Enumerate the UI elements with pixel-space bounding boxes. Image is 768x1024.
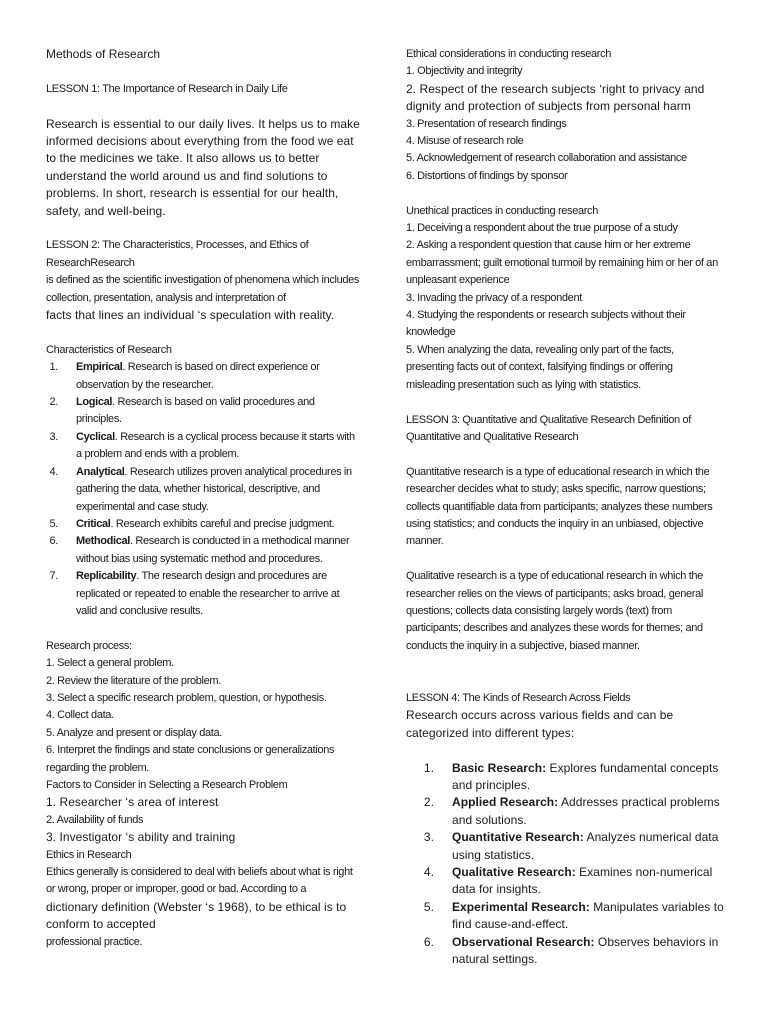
qualitative-definition: Qualitative research is a type of educational research in which the researcher relies on the views of participants; asks broad, general questions; collects data consisting largely words (text) from participants; describes and analyzes these words for themes; and conducts the inquiry in a subjective, biased manner.	[406, 570, 703, 652]
list-item: 4. Qualitative Research: Examines non-numerical data for insights.	[423, 864, 713, 897]
list-item: 1. Basic Research: Explores fundamental concepts and principles.	[423, 760, 719, 792]
list-item: 3. Presentation of research findings	[406, 117, 567, 130]
list-item: 2. Asking a respondent question that cause him or her extreme embarrassment; guilt emotional turmoil by remaining him or her of an unpleasant experience	[406, 239, 718, 287]
unethical-heading: Unethical practices in conducting research	[406, 204, 598, 217]
list-item: 5. Experimental Research: Manipulates variables to find cause-and-effect.	[423, 899, 724, 932]
lesson2-definition-b: facts that lines an individual ‘s speculation with reality.	[46, 308, 335, 323]
characteristics-heading: Characteristics of Research	[46, 343, 172, 356]
list-item: 4. Studying the respondents or research subjects without their knowledge	[406, 309, 686, 339]
lesson2-definition-a: is defined as the scientific investigation of phenomena which includes collection, presentation, analysis and interpretation of	[46, 274, 360, 304]
list-item: 2. Logical. Research is based on valid procedures and principles.	[49, 396, 315, 426]
list-item: 2. Applied Research: Addresses practical problems and solutions.	[423, 795, 720, 827]
factors-heading: Factors to Consider in Selecting a Research Problem	[46, 778, 288, 791]
list-item: 2. Review the literature of the problem.	[46, 674, 221, 687]
lesson4-intro: Research occurs across various fields and can be categorized into different types:	[406, 708, 674, 740]
lesson4-heading: LESSON 4: The Kinds of Research Across Fields	[406, 691, 631, 704]
left-column	[46, 46, 361, 951]
list-item: 1. Objectivity and integrity	[406, 65, 523, 78]
list-item: 3. Quantitative Research: Analyzes numerical data using statistics.	[423, 830, 719, 862]
lesson1-heading: LESSON 1: The Importance of Research in Daily Life	[46, 82, 288, 95]
list-item: 5. When analyzing the data, revealing only part of the facts, presenting facts out of context, falsifying findings or offering misleading presentation such as lying with statistics.	[406, 343, 674, 391]
list-item: 3. Investigator ‘s ability and training	[46, 830, 236, 845]
list-item: 3. Invading the privacy of a respondent	[406, 291, 582, 304]
lesson1-body: Research is essential to our daily lives. It helps us to make informed decisions about everything from the food we eat to the medicines we take. It also allows us to better understand the world around us and find solutions to problems. In short, research is essential for our health, safety, and well-being.	[46, 116, 360, 218]
ethics-body-a: Ethics generally is considered to deal with beliefs about what is right or wrong, proper or improper, good or bad. According to a	[46, 866, 353, 896]
ethical-heading: Ethical considerations in conducting research	[406, 48, 611, 60]
list-item: 3. Select a specific research problem, question, or hypothesis.	[46, 691, 327, 704]
list-item: 2. Availability of funds	[46, 813, 144, 826]
quantitative-definition: Quantitative research is a type of educational research in which the researcher decides what to study; asks specific, narrow questions; collects quantifiable data from participants; analyzes these numbers using statistics; and conducts the inquiry in an unbiased, objective manner.	[406, 465, 713, 548]
ethics-heading: Ethics in Research	[46, 848, 132, 861]
list-item: 3. Cyclical. Research is a cyclical process because it starts with a problem and ends with a problem.	[49, 430, 355, 461]
lesson2-heading: LESSON 2: The Characteristics, Processes, and Ethics of ResearchResearch	[46, 239, 309, 269]
ethics-body-c: professional practice.	[46, 935, 143, 948]
list-item: 5. Acknowledgement of research collaboration and assistance	[406, 152, 687, 165]
list-item: 5. Critical. Research exhibits careful and precise judgment.	[49, 517, 335, 530]
characteristics-list	[46, 359, 361, 620]
list-item: 6. Observational Research: Observes behaviors in natural settings.	[423, 934, 719, 967]
list-item: 1. Researcher ‘s area of interest	[46, 795, 219, 810]
list-item: 6. Interpret the findings and state conclusions or generalizations regarding the problem.	[46, 744, 335, 774]
list-item: 6. Distortions of findings by sponsor	[406, 169, 568, 182]
right-column	[406, 46, 724, 968]
process-heading: Research process:	[46, 639, 132, 652]
list-item: 1. Empirical. Research is based on direct experience or observation by the researcher.	[49, 361, 320, 391]
list-item: 4. Collect data.	[46, 709, 114, 722]
lesson3-heading: LESSON 3: Quantitative and Qualitative Research Definition of Quantitative and Qualitative Research	[406, 413, 691, 443]
list-item: 1. Deceiving a respondent about the true purpose of a study	[406, 222, 678, 235]
list-item: 4. Misuse of research role	[406, 135, 524, 148]
list-item: 1. Select a general problem.	[46, 657, 174, 670]
list-item: 5. Analyze and present or display data.	[46, 726, 222, 739]
list-item: 2. Respect of the research subjects ‘right to privacy and dignity and protection of subjects from personal harm	[406, 81, 705, 114]
list-item: 6. Methodical. Research is conducted in a methodical manner without bias using systematic method and procedures.	[49, 535, 350, 565]
list-item: 4. Analytical. Research utilizes proven analytical procedures in gathering the data, whether historical, descriptive, and experimental and case study.	[49, 465, 352, 513]
research-types-list	[406, 760, 724, 969]
document-title: Methods of Research	[46, 47, 161, 61]
list-item: 7. Replicability. The research design and procedures are replicated or repeated to enable the researcher to arrive at valid and conclusive results.	[49, 570, 340, 617]
ethics-body-b: dictionary definition (Webster ‘s 1968), to be ethical is to conform to accepted	[46, 899, 347, 932]
